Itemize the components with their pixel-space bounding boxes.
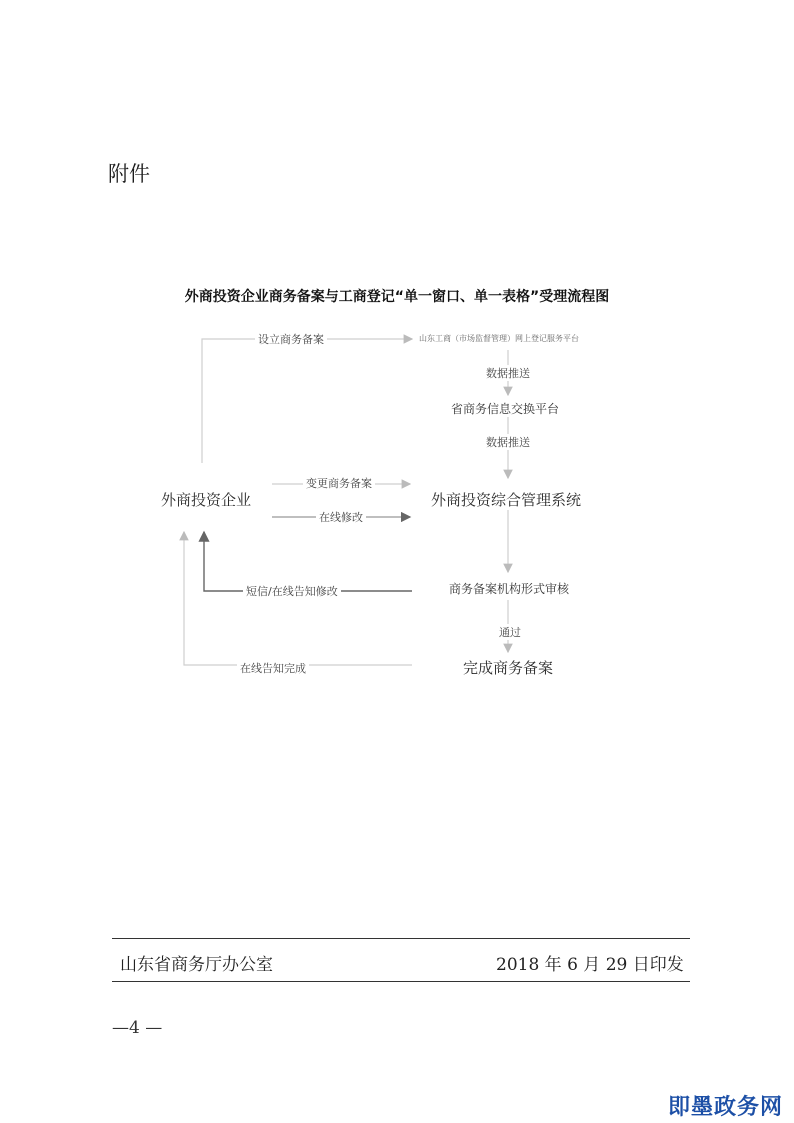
label-online-modify: 在线修改 [316,509,366,525]
node-formal-review: 商务备案机构形式审核 [446,580,572,597]
node-provincial-platform: 省商务信息交换平台 [448,400,562,417]
node-management-system: 外商投资综合管理系统 [428,489,584,510]
watermark: 即墨政务网 [668,1095,784,1120]
node-completed: 完成商务备案 [460,657,556,678]
attachment-label: 附件 [108,162,150,186]
footer-date: 2018 年 6 月 29 日印发 [496,955,684,975]
label-establish-filing: 设立商务备案 [255,331,327,347]
node-enterprise: 外商投资企业 [158,489,254,510]
page-number: —4 — [112,1018,163,1038]
label-online-notify-complete: 在线告知完成 [237,660,309,676]
label-data-push-1: 数据推送 [483,365,533,381]
footer-top-rule [112,938,690,939]
flowchart-title: 外商投资企业商务备案与工商登记“单一窗口、单一表格”受理流程图 [184,289,610,305]
label-data-push-2: 数据推送 [483,434,533,450]
label-passed: 通过 [496,624,524,640]
footer-bottom-rule [112,981,690,982]
node-online-platform: 山东工商（市场监督管理）网上登记服务平台 [416,333,582,344]
footer-org: 山东省商务厅办公室 [120,955,273,975]
edge-establish-filing [202,339,412,463]
label-change-filing: 变更商务备案 [303,475,375,491]
label-sms-notify: 短信/在线告知修改 [243,583,341,599]
